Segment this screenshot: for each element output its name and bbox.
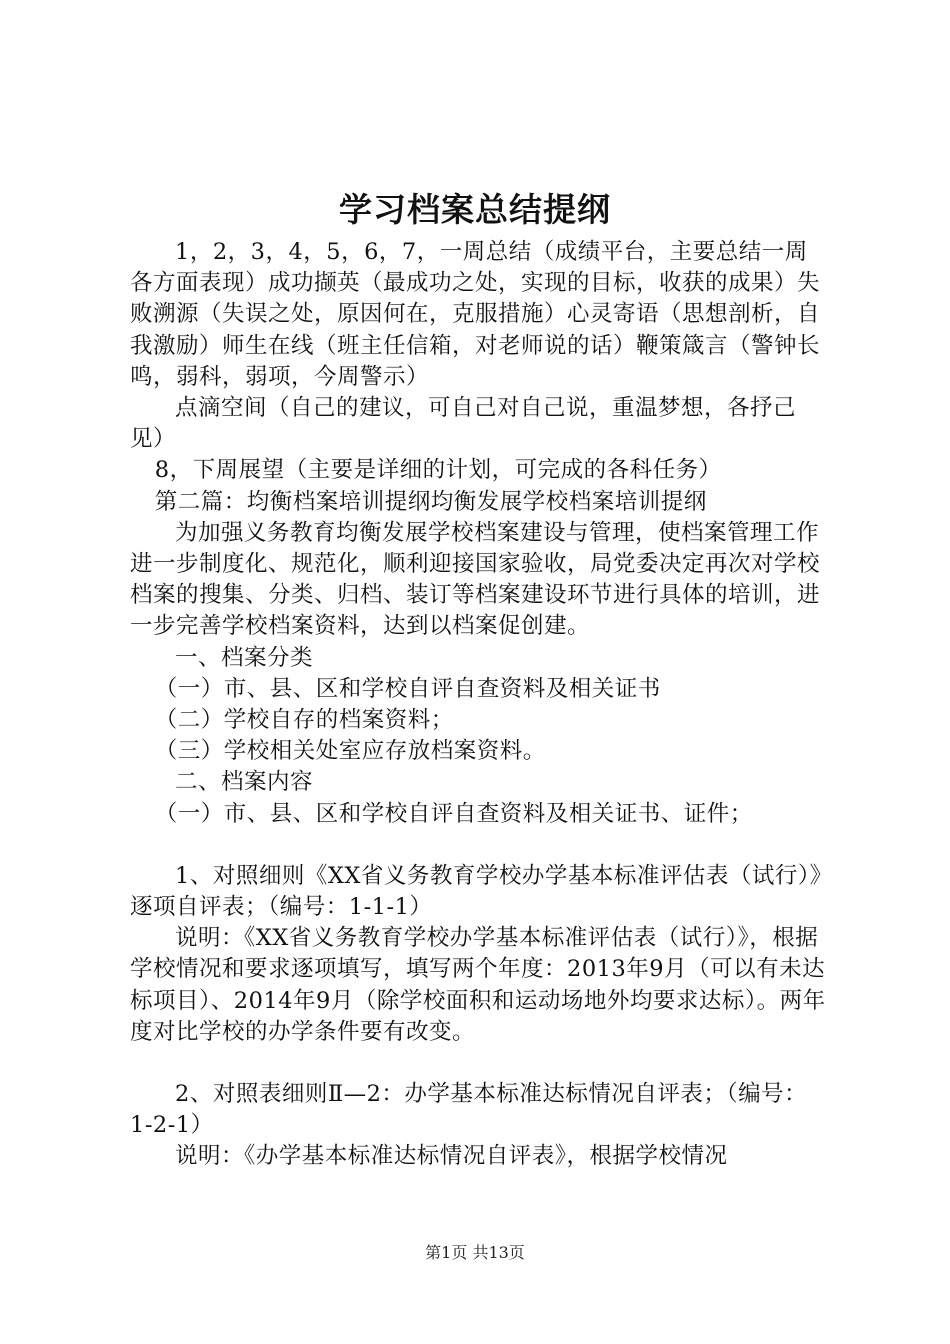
list-item-classification-1: （一）市、县、区和学校自评自查资料及相关证书 — [154, 675, 661, 702]
heading-archive-classification: 一、档案分类 — [175, 644, 314, 671]
paragraph-intro: 为加强义务教育均衡发展学校档案建设与管理，使档案管理工作进一步制度化、规范化，顺利迎接国家验收，局党委决定再次对学校档案的搜集、分类、归档、装订等档案建设环节进行具体的培训，进一步完善学校档案资料，达到以档案促创建。 — [130, 519, 821, 640]
heading-archive-content: 二、档案内容 — [175, 769, 314, 796]
paragraph-note-2: 说明：《办学基本标准达标情况自评表》，根据学校情况 — [175, 1143, 728, 1170]
document-title: 学习档案总结提纲 — [339, 190, 611, 229]
page-footer: 第1页 共13页 — [425, 1243, 525, 1262]
paragraph-item-2: 2、对照表细则Ⅱ—2：办学基本标准达标情况自评表；（编号：1-2-1） — [130, 1081, 808, 1139]
list-item-classification-2: （二）学校自存的档案资料； — [154, 707, 454, 734]
paragraph-note-1: 说明：《XX省义务教育学校办学基本标准评估表（试行）》，根据学校情况和要求逐项填写，填写两个年度：2013年9月（可以有未达标项目）、2014年9月（除学校面积和运动场地外均要求达标）。两年度对比学校的办学条件要有改变。 — [130, 925, 826, 1045]
paragraph-drip-space: 点滴空间（自己的建议，可自己对自己说，重温梦想，各抒己见） — [130, 395, 797, 453]
paragraph-next-week: 8，下周展望（主要是详细的计划，可完成的各科任务） — [154, 457, 722, 484]
list-item-classification-3: （三）学校相关处室应存放档案资料。 — [154, 738, 546, 765]
list-item-content-1: （一）市、县、区和学校自评自查资料及相关证书、证件； — [154, 800, 753, 827]
paragraph-item-1: 1、对照细则《XX省义务教育学校办学基本标准评估表（试行）》逐项自评表；（编号：1-1-1） — [130, 862, 822, 921]
paragraph-weekly-summary: 1，2，3，4，5，6，7，一周总结（成绩平台，主要总结一周各方面表现）成功撷英（最成功之处，实现的目标，收获的成果）失败溯源（失误之处，原因何在，克服措施）心灵寄语（思想剖析，自我激励）师生在线（班主任信箱，对老师说的话）鞭策箴言（警钟长鸣，弱科，弱项，今周警示） — [130, 239, 821, 390]
section-heading-part-two: 第二篇：均衡档案培训提纲均衡发展学校档案培训提纲 — [154, 488, 707, 515]
document-body — [130, 237, 830, 1173]
